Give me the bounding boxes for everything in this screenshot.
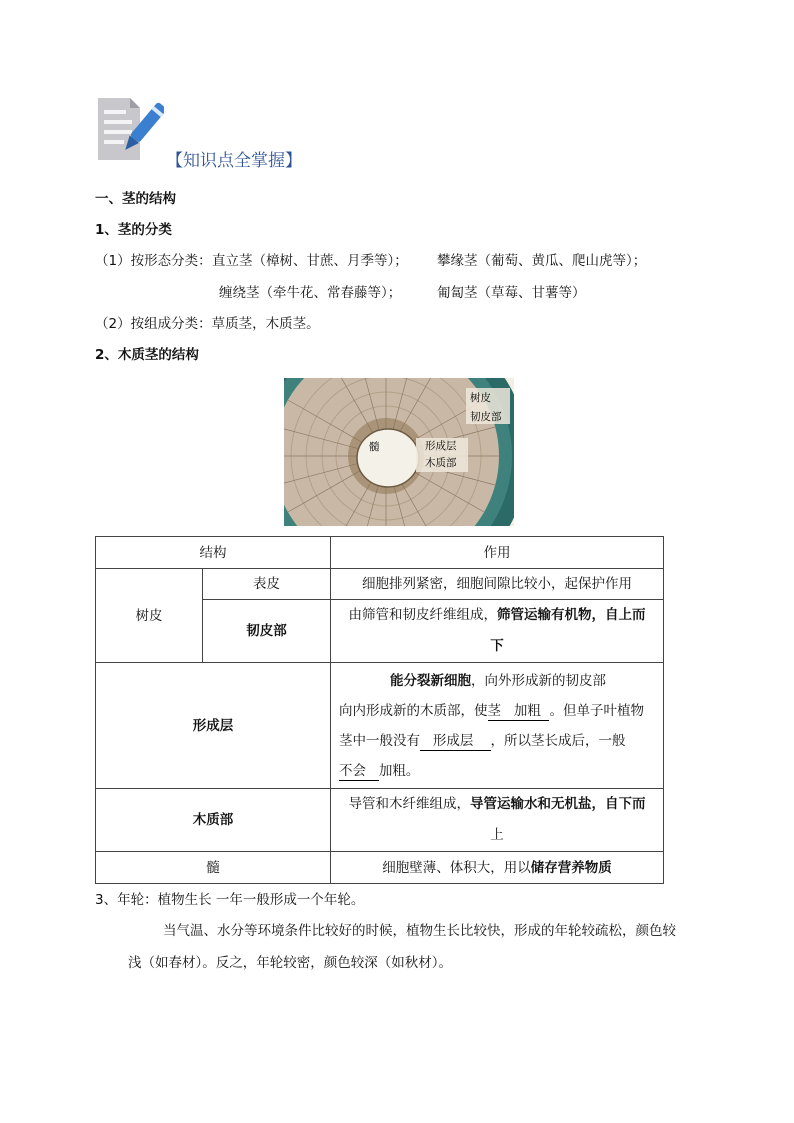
climbing-stem-text: 攀缘茎（葡萄、黄瓜、爬山虎等）；: [437, 253, 647, 269]
cambium-name: 形成层: [96, 663, 331, 789]
blank-will-not: 不会: [339, 762, 379, 781]
classification-composition-text: （2）按组成分类：草质茎，木质茎。: [95, 316, 320, 332]
table-row-cambium: [96, 663, 664, 789]
xylem-name: 木质部: [96, 789, 331, 852]
figure-label-xylem: 木质部: [425, 457, 457, 469]
epidermis-desc: 细胞排列紧密，细胞间隙比较小，起保护作用: [331, 569, 664, 600]
header-title: 【知识点全掌握】: [166, 151, 302, 171]
notes-pen-icon: [96, 96, 164, 162]
phloem-desc: 由筛管和韧皮纤维组成，筛管运输有机物，自上而 下: [331, 600, 664, 663]
erect-stem-text: 直立茎（樟树、甘蔗、月季等）；: [212, 253, 408, 269]
table-header-row: [96, 537, 664, 569]
header-structure: 结构: [96, 537, 331, 569]
annual-ring-paragraph-line-1: 当气温、水分等环境条件比较好的时候，植物生长比较快，形成的年轮较疏松，颜色较: [163, 923, 676, 939]
cambium-desc: 能分裂新细胞，向外形成新的韧皮部 向内形成新的木质部，使茎 加粗 。但单子叶植物 茎中一般没有 形成层 ，所以茎长成后，一般 不会 加粗。: [331, 663, 664, 789]
figure-label-cambium: 形成层: [425, 440, 457, 452]
epidermis-name: 表皮: [203, 569, 331, 600]
table-row-pith: [96, 852, 664, 884]
annual-ring-heading: 3、年轮：植物生长 一年一般形成一个年轮。: [95, 892, 365, 908]
figure-label-pith: 髓: [369, 441, 380, 453]
blank-stem: 茎 加粗: [488, 702, 550, 721]
woody-stem-cross-section-figure: [284, 378, 514, 526]
figure-label-bark: 树皮: [470, 392, 491, 404]
xylem-desc: 导管和木纤维组成，导管运输水和无机盐，自下而 上: [331, 789, 664, 852]
subsection-heading-classification: 1、茎的分类: [95, 222, 172, 238]
twining-stem-text: 缠绕茎（牵牛花、常春藤等）；: [219, 285, 402, 301]
header-function: 作用: [331, 537, 664, 569]
table-row-xylem: [96, 789, 664, 852]
table-row-epidermis: [96, 569, 664, 600]
creeping-stem-text: 匍匐茎（草莓、甘薯等）: [437, 285, 586, 301]
subsection-heading-woody-stem: 2、木质茎的结构: [95, 347, 199, 363]
figure-label-phloem: 韧皮部: [470, 411, 502, 423]
pith-name: 髓: [96, 852, 331, 884]
bark-cell: 树皮: [96, 569, 203, 663]
pith-desc: 细胞壁薄、体积大，用以储存营养物质: [331, 852, 664, 884]
section-heading: 一、茎的结构: [95, 191, 176, 207]
annual-ring-paragraph-line-2: 浅（如春材）。反之，年轮较密，颜色较深（如秋材）。: [128, 955, 452, 971]
phloem-name: 韧皮部: [203, 600, 331, 663]
stem-structure-table: [95, 536, 664, 884]
blank-cambium: 形成层: [420, 732, 491, 751]
classification-form-prefix: （1）按形态分类：: [95, 253, 212, 269]
